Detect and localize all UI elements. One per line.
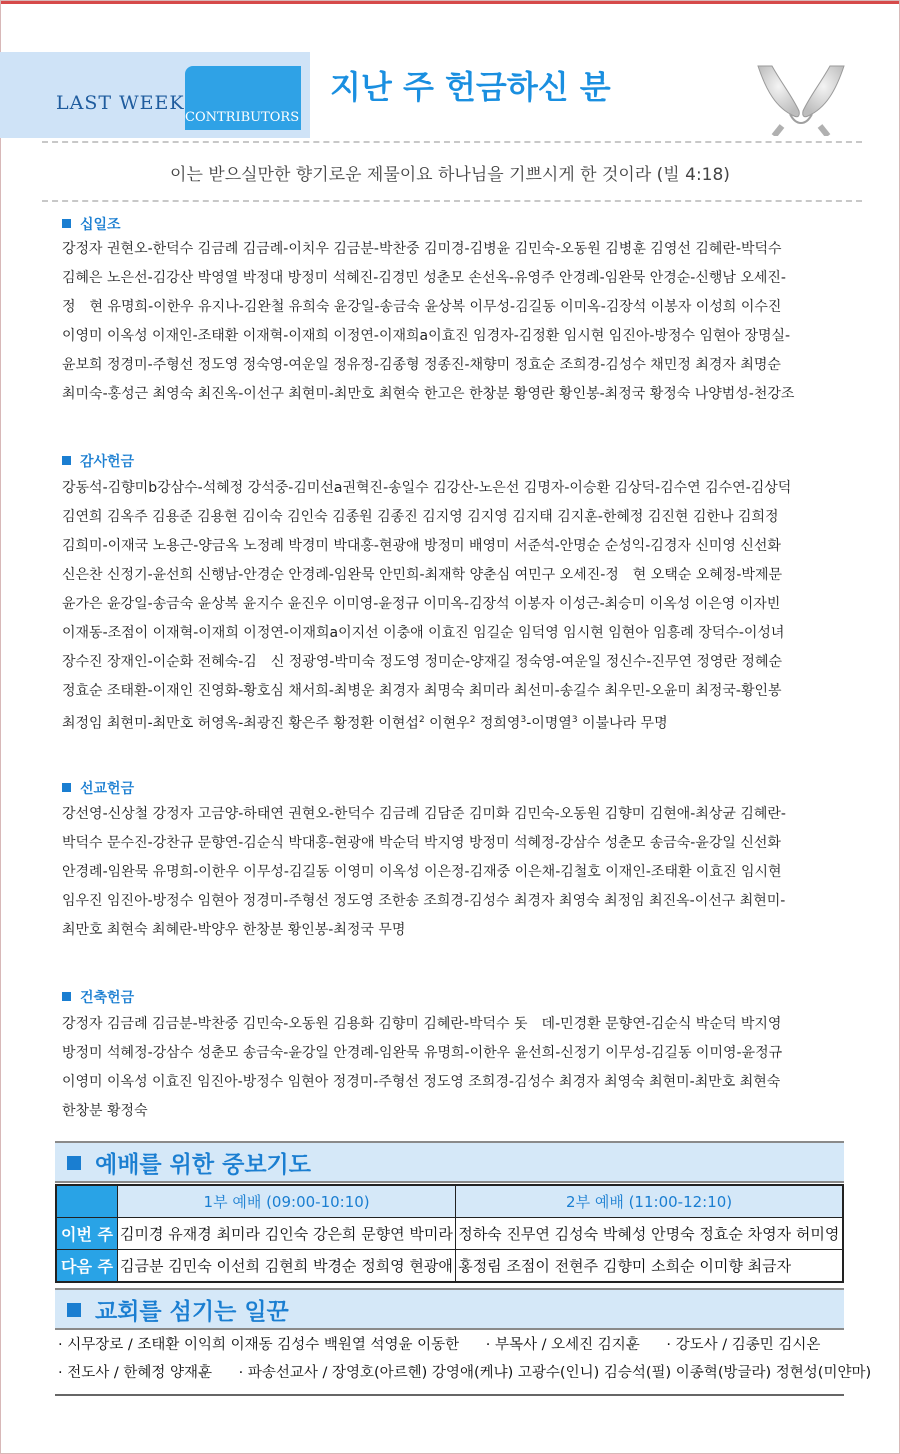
divider	[42, 141, 862, 143]
square-bullet-icon	[67, 1156, 81, 1170]
staff-item-evangelists: · 전도사 / 한혜정 양재훈	[58, 1365, 212, 1381]
staff-item-elders: · 시무장로 / 조태환 이익희 이재동 김성수 백원열 석영윤 이동한	[58, 1337, 460, 1353]
divider	[42, 200, 862, 202]
section-title-mission: 선교헌금	[62, 778, 134, 798]
staff-item-preachers: · 강도사 / 김종민 김시온	[666, 1337, 821, 1353]
list-item: 신은찬 신정기-윤선희 신행남-안경순 안경례-임완묵 안민희-최재학 양춘심 여민구 오세진-정 현 오택순 오혜정-박제문	[62, 567, 782, 583]
square-bullet-icon	[62, 219, 71, 228]
table-row	[56, 1185, 843, 1218]
list-item: 박덕수 문수진-강찬규 문향연-김순식 박대홍-현광애 박순덕 박지영 방정미 석혜정-강삼수 성춘모 송금숙-윤강일 신선화	[62, 835, 781, 851]
table-cell: 김금분 김민숙 이선희 김현희 박경순 정희영 현광애	[118, 1250, 456, 1283]
list-item: 강정자 김금례 김금분-박찬중 김민숙-오동원 김용화 김향미 김혜란-박덕수 돗 데-민경환 문향연-김순식 박순덕 박지영	[62, 1016, 782, 1032]
list-item: 정 현 유명희-이한우 유지나-김완철 유희숙 윤강일-송금숙 윤상복 이무성-김길동 이미옥-김장석 이봉자 이성희 이수진	[62, 299, 782, 315]
square-bullet-icon	[62, 992, 71, 1001]
list-item: 윤보희 정경미-주형선 정도영 정숙영-여운일 정유정-김종형 정종진-채향미 정효순 조희경-김성수 채민정 최경자 최명순	[62, 357, 781, 373]
list-item: 이영미 이옥성 이재인-조태환 이재혁-이재희 이정연-이재희a이효진 임경자-김정환 임시현 임진아-방정수 임현아 장명실-	[62, 328, 791, 344]
list-item: 김연희 김옥주 김용준 김용현 김이숙 김인숙 김종원 김종진 김지영 김지영 김지태 김지훈-한혜정 김진현 김한나 김희정	[62, 509, 779, 525]
list-item: 김희미-이재국 노용근-양금옥 노정례 박경미 박대홍-현광애 방정미 배영미 서준석-안명순 순성익-김경자 신미영 신선화	[62, 538, 781, 554]
staff-title-bar	[55, 1288, 844, 1330]
building-list	[62, 1013, 852, 1129]
list-item: 최정임 최현미-최만호 허영옥-최광진 황은주 황정환 이현섭$^2$ 이현우$^2$ 정희영$^3$-이명열$^3$ 이불나라 무명	[62, 715, 668, 732]
list-item: 안경례-임완묵 유명희-이한우 이무성-김길동 이영미 이옥성 이은정-김재중 이은채-김철호 이재인-조태환 이효진 임시현	[62, 864, 782, 880]
page-header	[0, 52, 900, 138]
square-bullet-icon	[67, 1303, 81, 1317]
column-header-first-service: 1부 예배 (09:00-10:10)	[118, 1185, 456, 1218]
page-title: 지난 주 헌금하신 분	[330, 68, 611, 106]
list-item: 이영미 이옥성 이효진 임진아-방정수 임현아 정경미-주형선 정도영 조희경-김성수 최경자 최영숙 최현미-최만호 최현숙	[62, 1074, 781, 1090]
row-label-next-week: 다음 주	[56, 1250, 118, 1283]
square-bullet-icon	[62, 783, 71, 792]
scripture-verse: 이는 받으실만한 향기로운 제물이요 하나님을 기쁘시게 한 것이라 (빌 4:18)	[170, 165, 730, 185]
row-label-this-week: 이번 주	[56, 1218, 118, 1250]
section-title-building: 건축헌금	[62, 987, 134, 1007]
list-item: 강정자 권현오-한덕수 김금례 김금례-이치우 김금분-박찬중 김미경-김병윤 김민숙-오동원 김병훈 김영선 김혜란-박덕수	[62, 241, 782, 257]
table-row	[56, 1218, 843, 1250]
prayer-table	[55, 1184, 844, 1283]
tithe-list	[62, 238, 852, 412]
table-cell: 정하숙 진무연 김성숙 박혜성 안명숙 정효순 차영자 허미영	[456, 1218, 843, 1250]
mission-list	[62, 803, 852, 948]
prayer-title: 예배를 위한 중보기도	[95, 1152, 311, 1178]
list-item: 김혜은 노은선-김강산 박영열 박정대 방정미 석혜진-김경민 성춘모 손선옥-유영주 안경례-임완묵 안경순-신행남 오세진-	[62, 270, 786, 286]
section-title-thanks: 감사헌금	[62, 451, 134, 471]
prayer-title-bar	[55, 1141, 844, 1183]
divider	[55, 1394, 844, 1396]
section-title-tithe: 십일조	[62, 214, 121, 234]
staff-item-missionaries: · 파송선교사 / 장영호(아르헨) 강영애(케냐) 고광수(인니) 김승석(필) 이종혁(방글라) 정현성(미얀마)	[238, 1365, 872, 1381]
list-item: 한창분 황정숙	[62, 1103, 148, 1119]
table-row	[56, 1250, 843, 1283]
brand-last-week: LAST WEEK	[56, 92, 185, 114]
square-bullet-icon	[62, 456, 71, 465]
hands-icon	[752, 56, 850, 136]
table-cell: 김미경 유재경 최미라 김인숙 강은희 문향연 박미라	[118, 1218, 456, 1250]
list-item: 최미숙-홍성근 최영숙 최진옥-이선구 최현미-최만호 최현숙 한고은 한창분 황영란 황인봉-최정국 황정숙 나양범성-천강조	[62, 386, 795, 402]
list-item: 방정미 석혜정-강삼수 성춘모 송금숙-윤강일 안경례-임완묵 유명희-이한우 윤선희-신정기 이무성-김길동 이미영-윤정규	[62, 1045, 783, 1061]
list-item: 정효순 조태환-이재인 진영화-황호심 채서희-최병운 최경자 최명숙 최미라 최선미-송길수 최우민-오윤미 최정국-황인봉	[62, 683, 782, 699]
list-item: 강선영-신상철 강정자 고금양-하태연 권현오-한덕수 김금례 김담준 김미화 김민숙-오동원 김향미 김현애-최상균 김혜란-	[62, 806, 786, 822]
list-item: 강동석-김향미b강삼수-석혜정 강석중-김미선a권혁진-송일수 김강산-노은선 김명자-이승환 김상덕-김수연 김수연-김상덕	[62, 480, 792, 496]
staff-title: 교회를 섬기는 일꾼	[95, 1299, 289, 1325]
list-item: 임우진 임진아-방정수 임현아 정경미-주형선 정도영 조한송 조희경-김성수 최경자 최영숙 최정임 최진옥-이선구 최현미-	[62, 893, 786, 909]
list-item: 윤가은 윤강일-송금숙 윤상복 윤지수 윤진우 이미영-윤정규 이미옥-김장석 이봉자 이성근-최승미 이옥성 이은영 이자빈	[62, 596, 781, 612]
brand-contributors: CONTRIBUTORS	[185, 110, 300, 125]
top-accent-line	[0, 0, 900, 4]
thanks-list	[62, 477, 852, 738]
list-item: 이재동-조점이 이재혁-이재희 이정연-이재희a이지선 이충애 이효진 임길순 임덕영 임시현 임현아 임흥례 장덕수-이성녀	[62, 625, 785, 641]
list-item: 최만호 최현숙 최혜란-박양우 한창분 황인봉-최정국 무명	[62, 922, 406, 938]
column-header-second-service: 2부 예배 (11:00-12:10)	[456, 1185, 843, 1218]
staff-item-assistant-pastors: · 부목사 / 오세진 김지훈	[485, 1337, 640, 1353]
table-cell: 홍정림 조점이 전현주 김향미 소희순 이미향 최금자	[456, 1250, 843, 1283]
staff-list	[58, 1332, 872, 1388]
table-corner	[56, 1185, 118, 1218]
list-item: 장수진 장재인-이순화 전혜숙-김 신 정광영-박미숙 정도영 정미순-양재길 정숙영-여운일 정신수-진무연 정영란 정혜순	[62, 654, 782, 670]
